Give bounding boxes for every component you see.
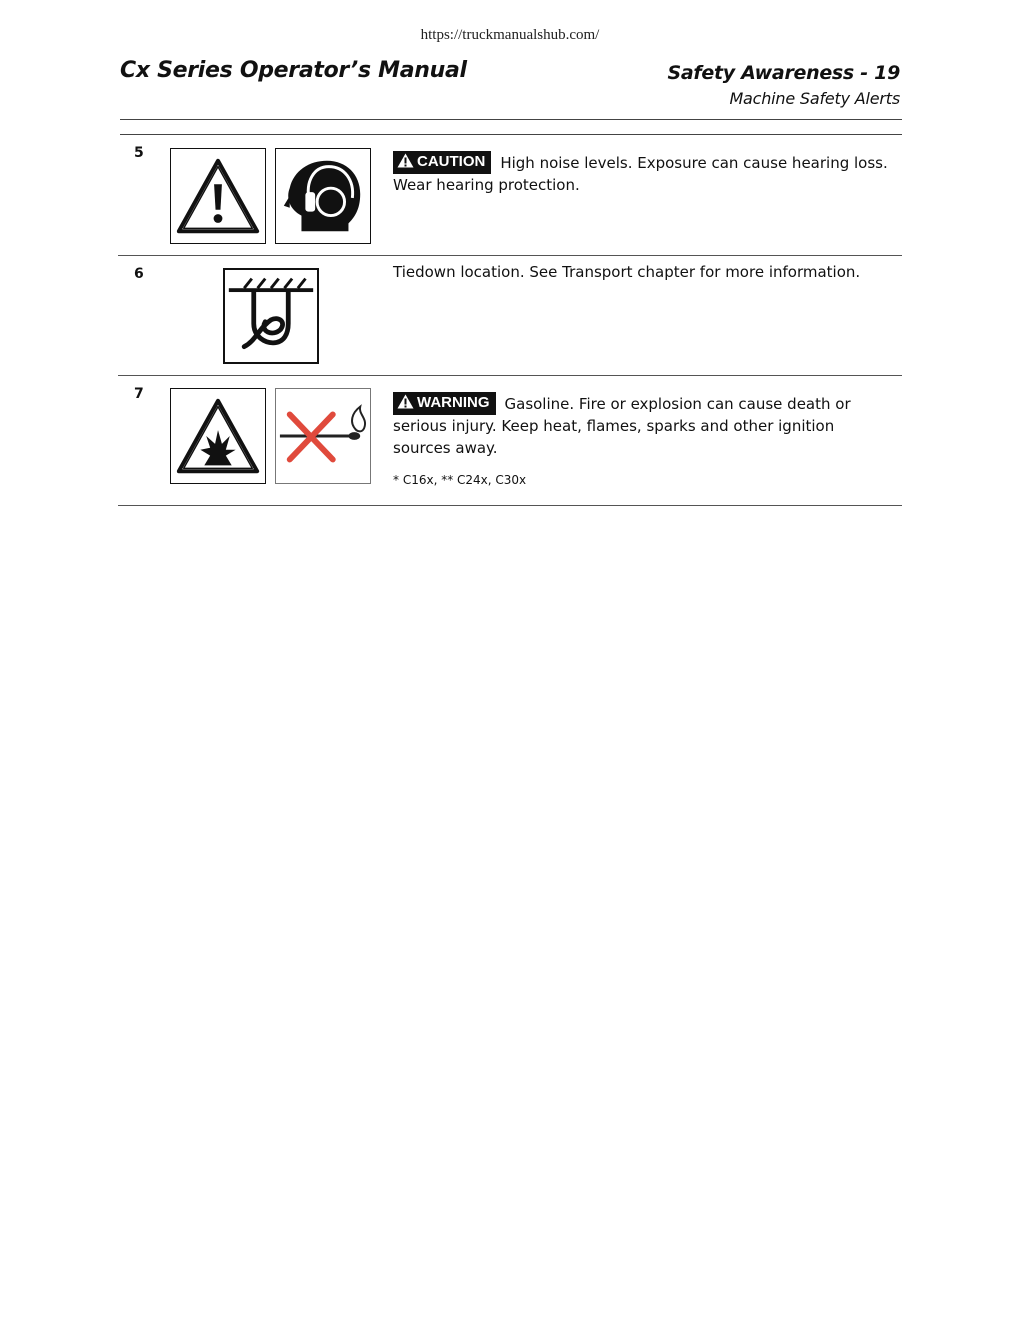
alert-triangle-icon xyxy=(397,153,414,168)
alert-triangle-icon xyxy=(397,394,414,409)
row-number: 7 xyxy=(134,386,144,402)
hearing-protection-icon xyxy=(275,148,371,244)
safety-alert-row-7 xyxy=(118,376,902,506)
row-number: 5 xyxy=(134,145,144,161)
section-header xyxy=(667,62,900,108)
badge-label: CAUTION xyxy=(417,153,486,170)
row-number: 6 xyxy=(134,266,144,282)
alert-description xyxy=(393,151,893,196)
section-title: Safety Awareness - 19 xyxy=(667,62,900,84)
alert-text: High noise levels. Exposure can cause hearing loss. Wear hearing protection. xyxy=(393,154,888,194)
safety-alert-row-6 xyxy=(118,256,902,376)
warning-triangle-icon xyxy=(170,148,266,244)
manual-title: Cx Series Operator’s Manual xyxy=(120,58,467,83)
safety-alert-row-5 xyxy=(118,135,902,256)
explosion-warning-icon xyxy=(170,388,266,484)
alert-text: Gasoline. Fire or explosion can cause death or serious injury. Keep heat, flames, sparks and other ignition sources away. xyxy=(393,395,851,457)
alert-description xyxy=(393,261,893,283)
caution-badge xyxy=(393,151,491,174)
badge-label: WARNING xyxy=(417,394,490,411)
alert-description xyxy=(393,392,893,489)
subsection-title: Machine Safety Alerts xyxy=(729,89,900,108)
source-url[interactable]: https://truckmanualshub.com/ xyxy=(420,27,600,43)
no-open-flame-icon xyxy=(275,388,371,484)
header-rule xyxy=(120,119,902,120)
model-note: * C16x, ** C24x, C30x xyxy=(393,473,527,487)
alert-text: Tiedown location. See Transport chapter for more information. xyxy=(393,263,861,281)
warning-badge xyxy=(393,392,496,415)
tiedown-icon xyxy=(223,268,319,364)
